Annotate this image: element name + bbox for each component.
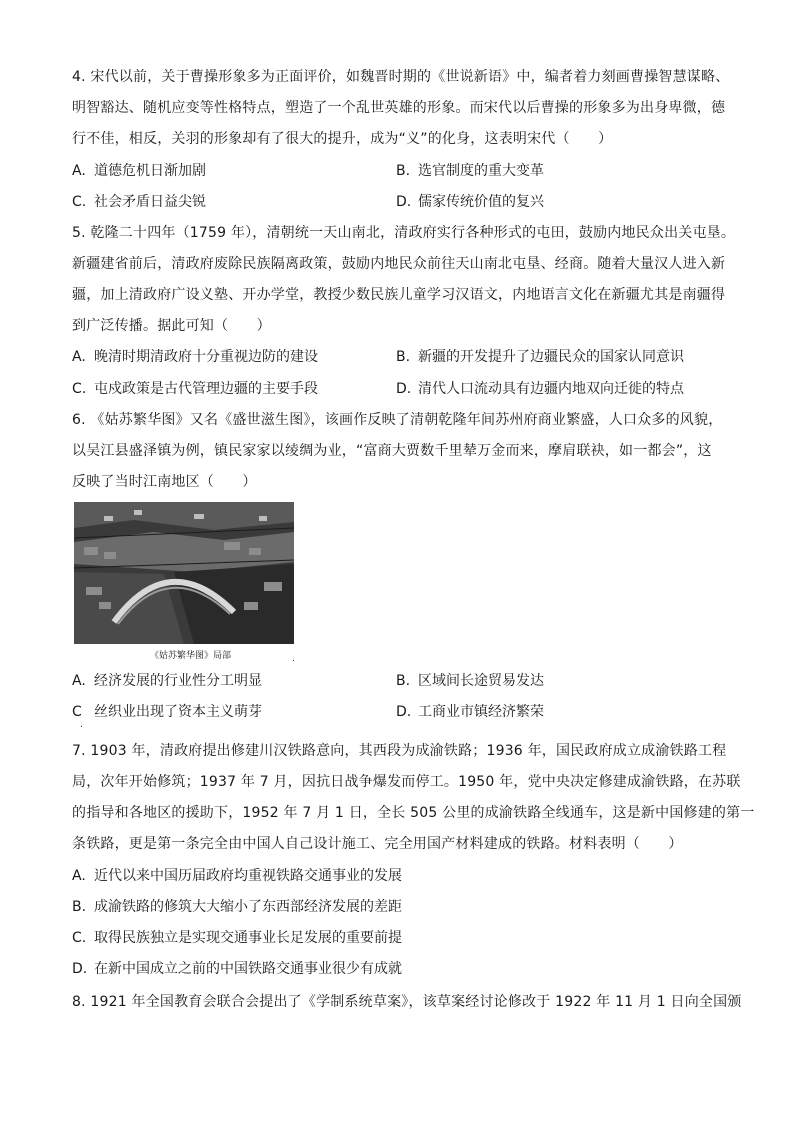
option-key: A. [72, 673, 86, 689]
q4-option-b[interactable] [396, 162, 544, 180]
q4-option-a[interactable] [72, 162, 206, 180]
option-key: C. [72, 194, 87, 210]
option-text: 新疆的开发提升了边疆民众的国家认同意识 [418, 349, 684, 365]
option-text: 屯戍政策是古代管理边疆的主要手段 [94, 381, 318, 397]
option-text: 取得民族独立是实现交通事业长足发展的重要前提 [94, 930, 402, 946]
q5-text-line-1: 5. 乾隆二十四年（1759 年），清朝统一天山南北，清政府实行各种形式的屯田，鼓励内地民众出关屯垦。 [72, 225, 736, 241]
option-text: 工商业市镇经济繁荣 [418, 704, 544, 720]
option-key: D. [396, 704, 412, 720]
painting-illustration [74, 502, 294, 644]
option-text: 道德危机日渐加剧 [94, 163, 206, 179]
option-text: 晚清时期清政府十分重视边防的建设 [94, 349, 318, 365]
stray-mark: . [292, 654, 295, 664]
option-text: 近代以来中国历届政府均重视铁路交通事业的发展 [94, 868, 402, 884]
q6-option-c[interactable] [72, 703, 262, 721]
q7-text-line-2: 局，次年开始修筑；1937 年 7 月，因抗日战争爆发而停工。1950 年，党中央决定修建成渝铁路，在苏联 [72, 774, 741, 790]
q6-option-a[interactable] [72, 672, 262, 690]
q5-text-line-3: 疆，加上清政府广设义塾、开办学堂，教授少数民族儿童学习汉语文，内地语言文化在新疆尤其是南疆得 [72, 287, 726, 303]
q5-text-line-2: 新疆建省前后，清政府废除民族隔离政策，鼓励内地民众前往天山南北屯垦、经商。随着大量汉人进入新 [72, 256, 726, 272]
q5-text-line-4: 到广泛传播。据此可知（ ） [72, 318, 271, 334]
q4-text-line-2: 明智豁达、随机应变等性格特点，塑造了一个乱世英雄的形象。而宋代以后曹操的形象多为出身卑微，德 [72, 100, 726, 116]
q5-option-a[interactable] [72, 348, 318, 366]
q6-text-line-2: 以吴江县盛泽镇为例，镇民家家以绫绸为业，“富商大贾数千里辇万金而来，摩肩联袂，如一都会”，这 [72, 443, 712, 459]
option-text: 区域间长途贸易发达 [418, 673, 544, 689]
option-text: 儒家传统价值的复兴 [418, 194, 544, 210]
option-text: 成渝铁路的修筑大大缩小了东西部经济发展的差距 [94, 899, 402, 915]
option-key: C [72, 704, 82, 720]
q6-option-d[interactable] [396, 703, 544, 721]
option-text: 选官制度的重大变革 [418, 163, 544, 179]
q8-text-line-1: 8. 1921 年全国教育会联合会提出了《学制系统草案》，该草案经讨论修改于 1922 年 11 月 1 日向全国颁 [72, 994, 742, 1010]
option-key: C. [72, 930, 87, 946]
q7-text-line-1: 7. 1903 年，清政府提出修建川汉铁路意向，其西段为成渝铁路；1936 年，国民政府成立成渝铁路工程 [72, 743, 727, 759]
option-key: B. [72, 899, 87, 915]
q6-text-line-1: 6. 《姑苏繁华图》又名《盛世滋生图》，该画作反映了清朝乾隆年间苏州府商业繁盛，人口众多的风貌， [72, 412, 723, 428]
figure-caption: 《姑苏繁华图》局部 [150, 651, 232, 661]
option-key: C. [72, 381, 87, 397]
option-text: 丝织业出现了资本主义萌芽 [94, 704, 262, 720]
option-key: A. [72, 163, 86, 179]
q7-option-c[interactable] [72, 929, 402, 947]
q7-option-d[interactable] [72, 960, 402, 978]
option-key: B. [396, 163, 411, 179]
q4-option-d[interactable] [396, 193, 544, 211]
q7-option-b[interactable] [72, 898, 402, 916]
q6-text-line-3: 反映了当时江南地区（ ） [72, 474, 257, 490]
option-text: 清代人口流动具有边疆内地双向迁徙的特点 [418, 381, 684, 397]
option-key: B. [396, 673, 411, 689]
q5-option-b[interactable] [396, 348, 684, 366]
option-text: 社会矛盾日益尖锐 [94, 194, 206, 210]
q4-option-c[interactable] [72, 193, 206, 211]
option-text: 经济发展的行业性分工明显 [94, 673, 262, 689]
q4-text-line-1: 4. 宋代以前，关于曹操形象多为正面评价，如魏晋时期的《世说新语》中，编者着力刻画曹操智慧谋略、 [72, 69, 730, 85]
q5-option-c[interactable] [72, 380, 318, 398]
gusu-painting-image [74, 502, 294, 644]
stray-mark: . [80, 720, 83, 730]
q7-text-line-4: 条铁路，更是第一条完全由中国人自己设计施工、完全用国产材料建成的铁路。材料表明（ ） [72, 836, 683, 852]
q7-text-line-3: 的指导和各地区的援助下，1952 年 7 月 1 日，全长 505 公里的成渝铁路全线通车，这是新中国修建的第一 [72, 805, 755, 821]
option-key: D. [396, 194, 412, 210]
q7-option-a[interactable] [72, 867, 402, 885]
option-key: B. [396, 349, 411, 365]
option-text: 在新中国成立之前的中国铁路交通事业很少有成就 [94, 961, 402, 977]
option-key: D. [72, 961, 88, 977]
option-key: A. [72, 868, 86, 884]
q6-option-b[interactable] [396, 672, 544, 690]
option-key: D. [396, 381, 412, 397]
option-key: A. [72, 349, 86, 365]
q4-text-line-3: 行不佳，相反，关羽的形象却有了很大的提升，成为“义”的化身，这表明宋代（ ） [72, 131, 613, 147]
q5-option-d[interactable] [396, 380, 684, 398]
